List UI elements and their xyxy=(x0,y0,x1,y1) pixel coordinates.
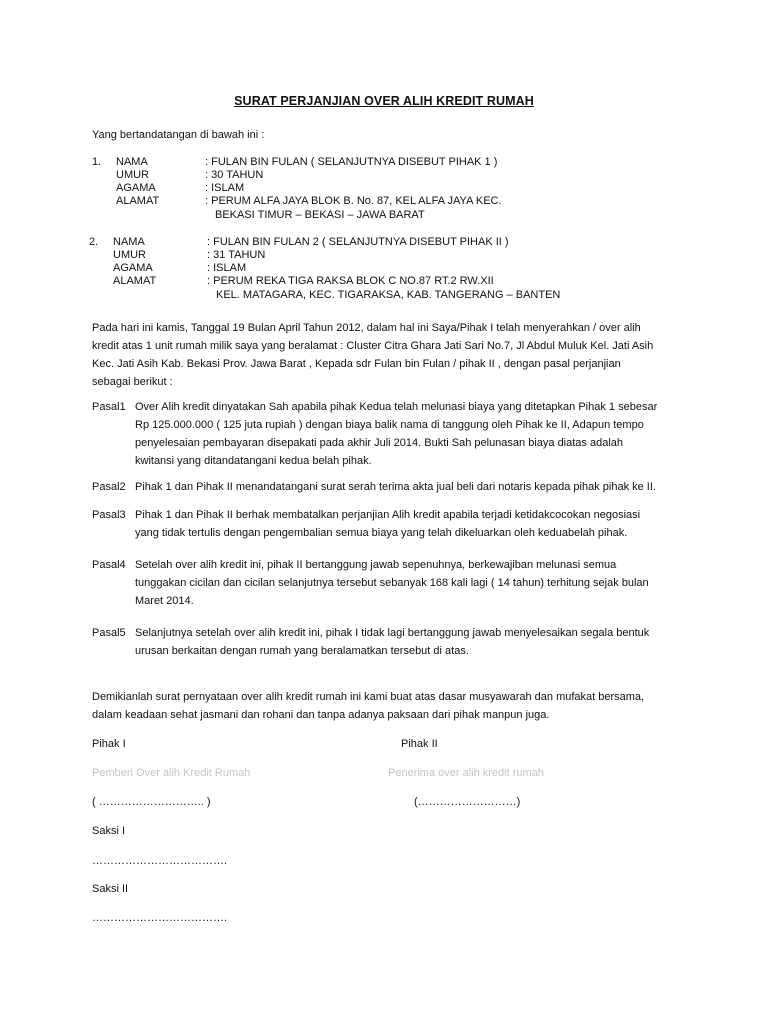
party-2-address-cont: KEL. MATAGARA, KEC. TIGARAKSA, KAB. TANGERANG – BANTEN xyxy=(216,289,561,301)
saksi-1-label: Saksi I xyxy=(92,825,126,837)
opening-line: sebagai berikut : xyxy=(92,376,173,388)
closing-paragraph xyxy=(92,688,644,724)
pasal-1-text xyxy=(135,398,657,470)
pasal-2-label: Pasal2 xyxy=(92,481,126,493)
pasal-line: yang tidak tertulis dengan pengembalian semua biaya yang telah dikeluarkan oleh keduabelah pihak. xyxy=(135,527,628,539)
pasal-line: Pihak 1 dan Pihak II berhak membatalkan perjanjian Alih kredit apabila terjadi ketidakcocokan negosiasi xyxy=(135,509,641,521)
party-2-age-label: UMUR xyxy=(113,249,146,261)
pasal-4-text xyxy=(135,556,649,610)
party-1-age-value: : 30 TAHUN xyxy=(205,169,264,181)
pasal-line: kwitansi yang ditandatangani kedua belah pihak. xyxy=(135,455,372,467)
party-1-address-cont: BEKASI TIMUR – BEKASI – JAWA BARAT xyxy=(215,209,425,221)
closing-line: dalam keadaan sehat jasmani dan rohani dan tanpa adanya paksaan dari pihak manpun juga. xyxy=(92,709,550,721)
pasal-3-text xyxy=(135,506,640,542)
pihak-1-role: Pemberi Over alih Kredit Rumah xyxy=(92,767,251,779)
party-1-address-label: ALAMAT xyxy=(116,195,160,207)
pihak-2-role: Penerima over alih kredit rumah xyxy=(388,767,544,779)
opening-line: Kec. Jati Asih Kab. Bekasi Prov. Jawa Barat , Kepada sdr Fulan bin Fulan / pihak II , dengan pasal perjanjian xyxy=(92,358,621,370)
party-1-address-value: : PERUM ALFA JAYA BLOK B. No. 87, KEL ALFA JAYA KEC. xyxy=(205,195,502,207)
pasal-1-label: Pasal1 xyxy=(92,401,126,413)
pasal-line: Setelah over alih kredit ini, pihak II bertanggung jawab sepenuhnya, berkewajiban melunasi semua xyxy=(135,559,617,571)
party-2-religion-label: AGAMA xyxy=(113,262,153,274)
pihak-1-signature-blank: ( ……………………….. ) xyxy=(92,796,211,808)
pasal-3-label: Pasal3 xyxy=(92,509,126,521)
pihak-1-label: Pihak I xyxy=(92,738,126,750)
party-1-number: 1. xyxy=(92,156,102,168)
pihak-2-signature-blank: (………………………) xyxy=(414,796,521,808)
party-1-religion-label: AGAMA xyxy=(116,182,156,194)
pasal-line: Over Alih kredit dinyatakan Sah apabila pihak Kedua telah melunasi biaya yang ditetapkan Pihak 1 sebesar xyxy=(135,401,658,413)
pasal-line: penyelesaian pembayaran disepakati pada akhir Juli 2014. Bukti Sah pelunasan biaya diatas adalah xyxy=(135,437,624,449)
pasal-5-text xyxy=(135,624,649,660)
saksi-2-label: Saksi II xyxy=(92,883,129,895)
party-1-name-value: : FULAN BIN FULAN ( SELANJUTNYA DISEBUT PIHAK 1 ) xyxy=(205,156,498,168)
opening-line: kredit atas 1 unit rumah milik saya yang beralamat : Cluster Citra Ghara Jati Sari No.7, Jl Abdul Muluk Kel. Jati Asih xyxy=(92,340,654,352)
party-2-age-value: : 31 TAHUN xyxy=(207,249,266,261)
pasal-line: Maret 2014. xyxy=(135,595,194,607)
party-2-religion-value: : ISLAM xyxy=(207,262,247,274)
document-title: SURAT PERJANJIAN OVER ALIH KREDIT RUMAH xyxy=(234,94,534,108)
party-2-number: 2. xyxy=(89,236,99,248)
pasal-line: tunggakan cicilan dan cicilan selanjutnya tersebut sebanyak 168 kali lagi ( 14 tahun) terhitung sejak bulan xyxy=(135,577,649,589)
party-2-address-label: ALAMAT xyxy=(113,275,157,287)
opening-paragraph xyxy=(92,319,653,391)
saksi-2-signature-blank: ………………………………. xyxy=(92,912,228,924)
pasal-line: Selanjutnya setelah over alih kredit ini, pihak I tidak lagi bertanggung jawab menyelesaikan segala bentuk xyxy=(135,627,650,639)
saksi-1-signature-blank: ………………………………. xyxy=(92,855,228,867)
pasal-line: urusan berkaitan dengan rumah yang beralamatkan tersebut di atas. xyxy=(135,645,469,657)
party-2-name-value: : FULAN BIN FULAN 2 ( SELANJUTNYA DISEBUT PIHAK II ) xyxy=(207,236,509,248)
pasal-2-text xyxy=(135,478,656,496)
party-1-age-label: UMUR xyxy=(116,169,149,181)
opening-line: Pada hari ini kamis, Tanggal 19 Bulan April Tahun 2012, dalam hal ini Saya/Pihak I telah menyerahkan / over alih xyxy=(92,322,641,334)
party-1-name-label: NAMA xyxy=(116,156,148,168)
pasal-line: Pihak 1 dan Pihak II menandatangani surat serah terima akta jual beli dari notaris kepada pihak pihak ke II. xyxy=(135,481,656,493)
intro-text: Yang bertandatangan di bawah ini : xyxy=(92,129,265,141)
pasal-line: Rp 125.000.000 ( 125 juta rupiah ) dengan biaya balik nama di tanggung oleh Pihak ke II, Adapun tempo xyxy=(135,419,644,431)
party-2-name-label: NAMA xyxy=(113,236,145,248)
party-2-address-value: : PERUM REKA TIGA RAKSA BLOK C NO.87 RT.2 RW.XII xyxy=(207,275,494,287)
pasal-5-label: Pasal5 xyxy=(92,627,126,639)
closing-line: Demikianlah surat pernyataan over alih kredit rumah ini kami buat atas dasar musyawarah dan mufakat bersama, xyxy=(92,691,645,703)
pihak-2-label: Pihak II xyxy=(401,738,438,750)
pasal-4-label: Pasal4 xyxy=(92,559,126,571)
party-1-religion-value: : ISLAM xyxy=(205,182,245,194)
